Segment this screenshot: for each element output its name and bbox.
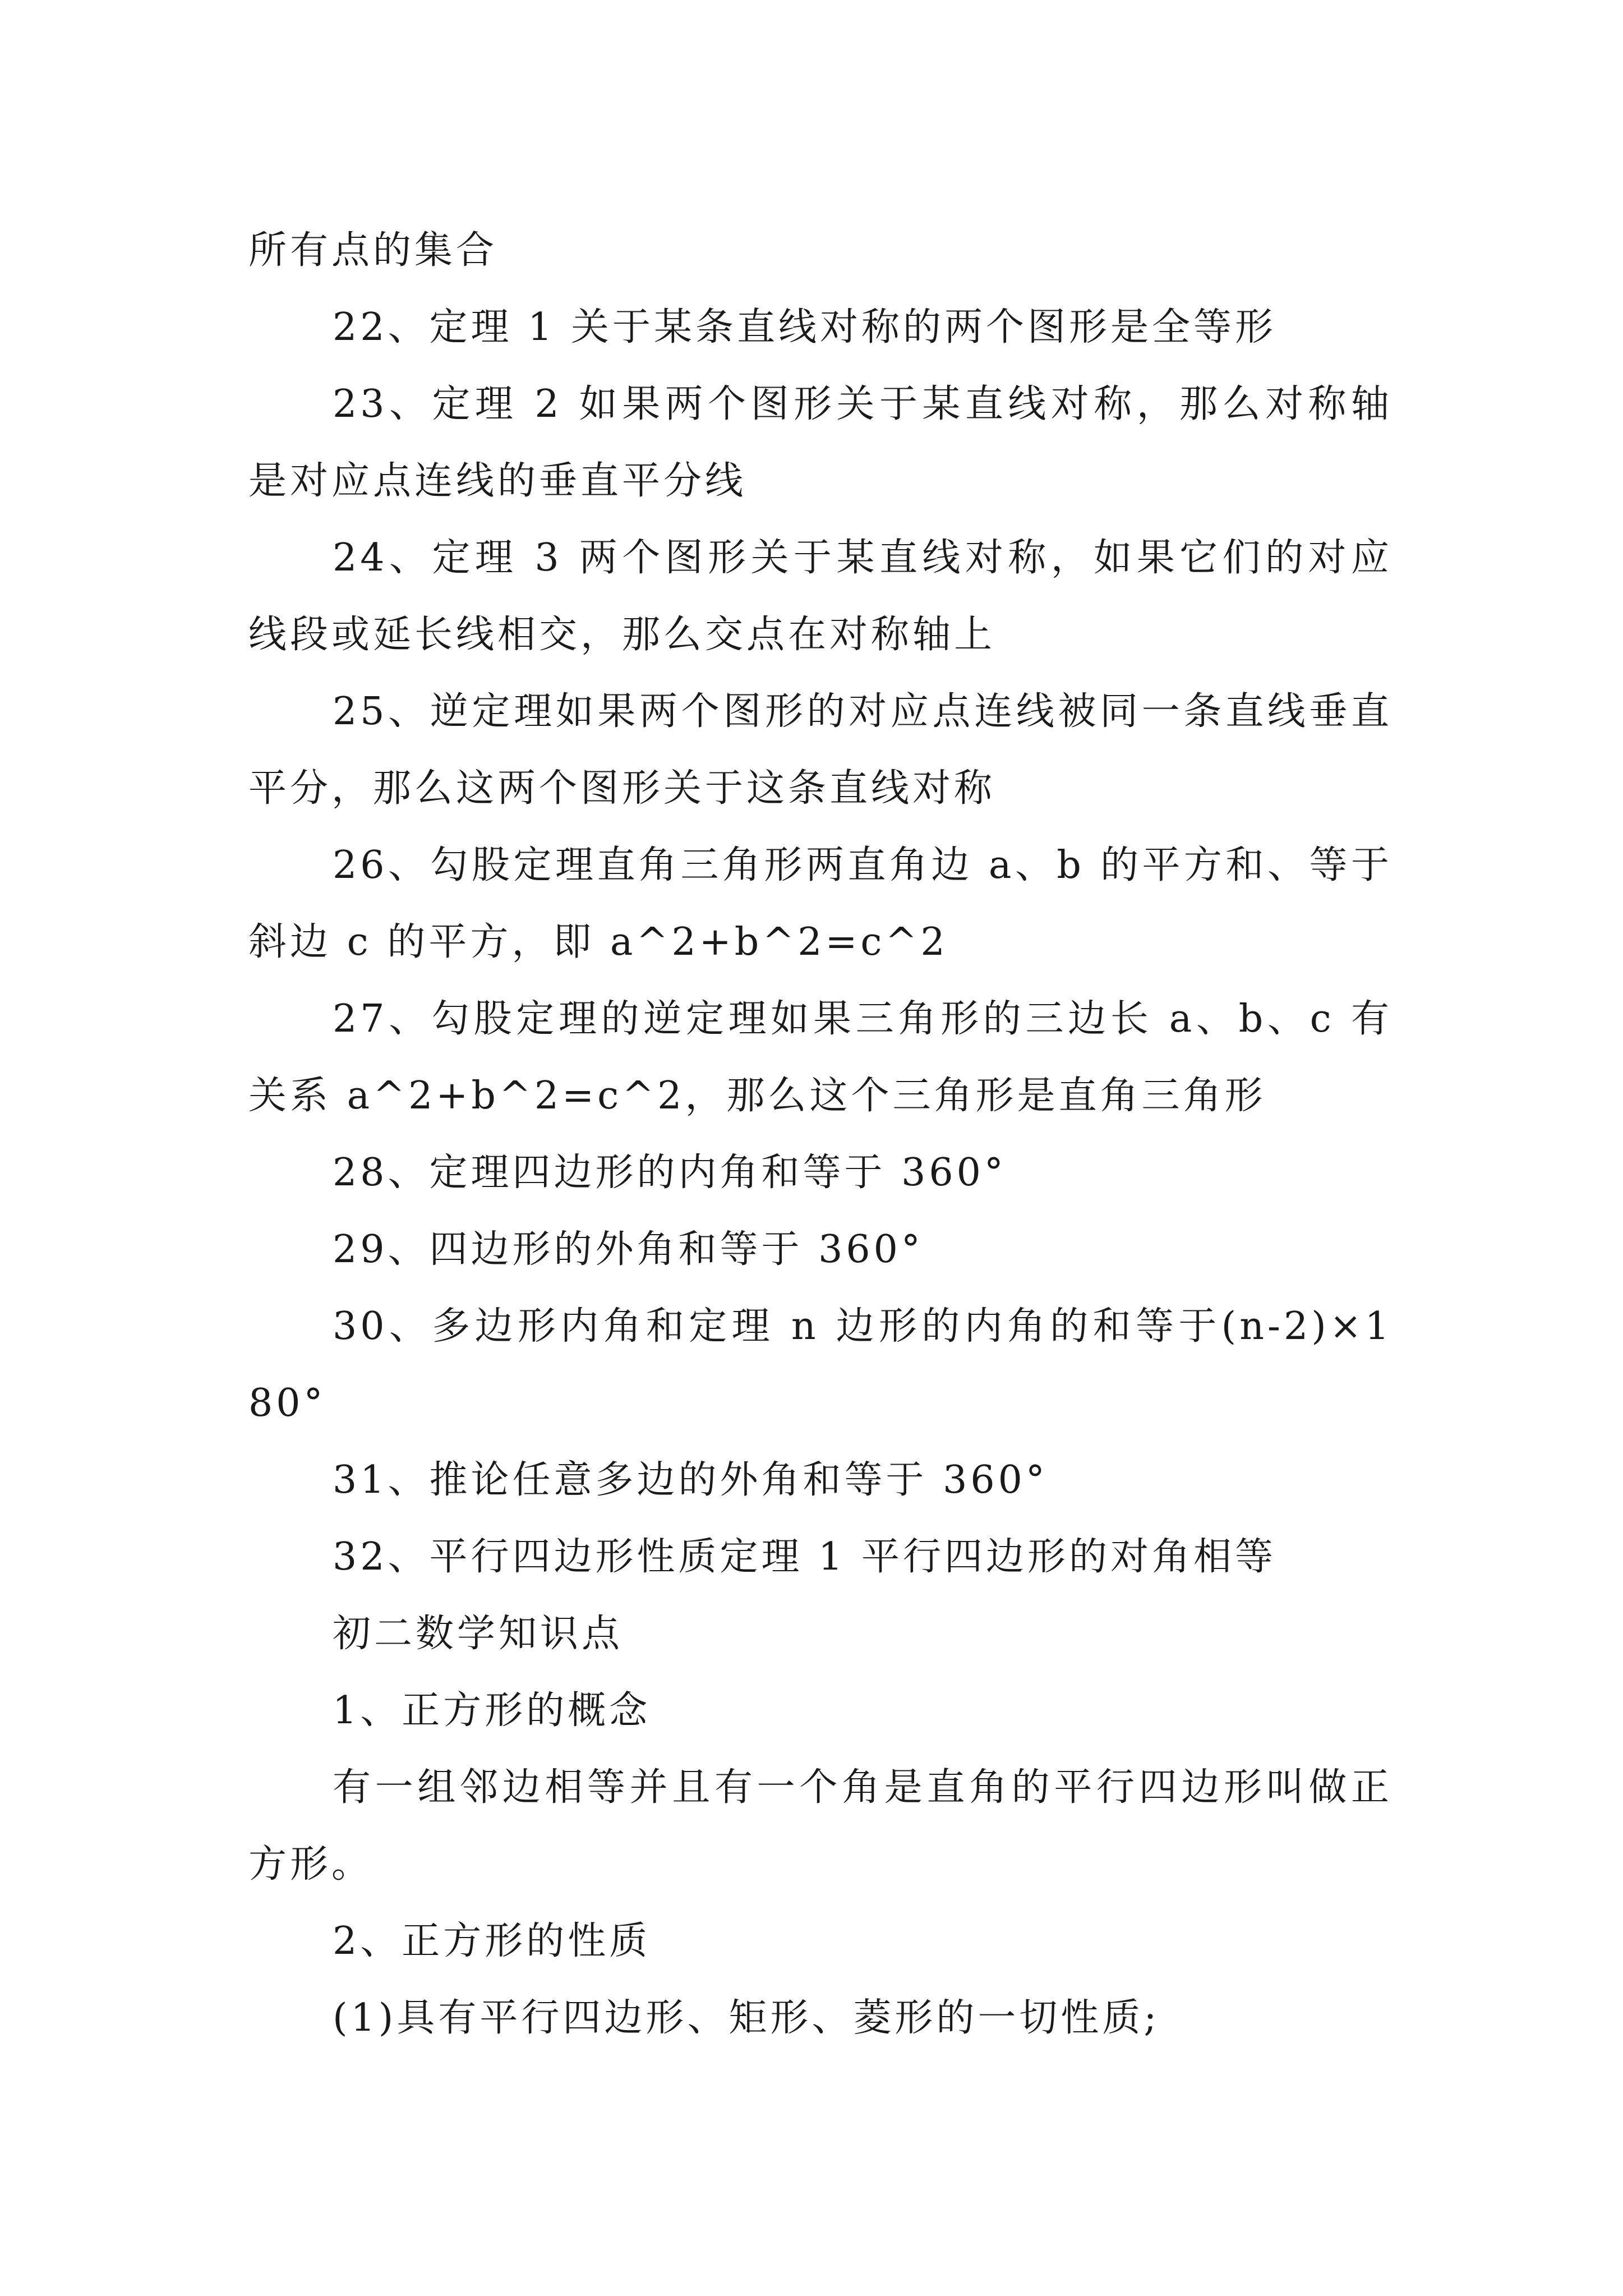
- paragraph: 30、多边形内角和定理 n 边形的内角的和等于(n-2)×180°: [248, 1304, 1393, 1425]
- paragraph: 有一组邻边相等并且有一个角是直角的平行四边形叫做正方形。: [248, 1765, 1393, 1887]
- paragraph: 所有点的集合: [248, 228, 498, 273]
- paragraph: 28、定理四边形的内角和等于 360°: [333, 1151, 1007, 1195]
- paragraph: 24、定理 3 两个图形关于某直线对称，如果它们的对应线段或延长线相交，那么交点在对称轴上: [248, 536, 1393, 657]
- paragraph: 26、勾股定理直角三角形两直角边 a、b 的平方和、等于斜边 c 的平方，即 a^2+b^2=c^2: [248, 843, 1393, 964]
- paragraph: 2、正方形的性质: [333, 1919, 651, 1963]
- document-body: [248, 212, 1393, 2056]
- section-heading: 初二数学知识点: [333, 1612, 624, 1656]
- paragraph: 22、定理 1 关于某条直线对称的两个图形是全等形: [333, 305, 1277, 349]
- paragraph: 31、推论任意多边的外角和等于 360°: [333, 1458, 1048, 1502]
- paragraph: 23、定理 2 如果两个图形关于某直线对称，那么对称轴是对应点连线的垂直平分线: [248, 382, 1393, 503]
- paragraph: 32、平行四边形性质定理 1 平行四边形的对角相等: [333, 1535, 1277, 1579]
- paragraph: (1)具有平行四边形、矩形、菱形的一切性质;: [333, 1996, 1160, 2040]
- paragraph: 27、勾股定理的逆定理如果三角形的三边长 a、b、c 有关系 a^2+b^2=c^2，那么这个三角形是直角三角形: [248, 997, 1393, 1118]
- paragraph: 1、正方形的概念: [333, 1688, 651, 1733]
- paragraph: 29、四边形的外角和等于 360°: [333, 1227, 924, 1272]
- paragraph: 25、逆定理如果两个图形的对应点连线被同一条直线垂直平分，那么这两个图形关于这条直线对称: [248, 689, 1393, 811]
